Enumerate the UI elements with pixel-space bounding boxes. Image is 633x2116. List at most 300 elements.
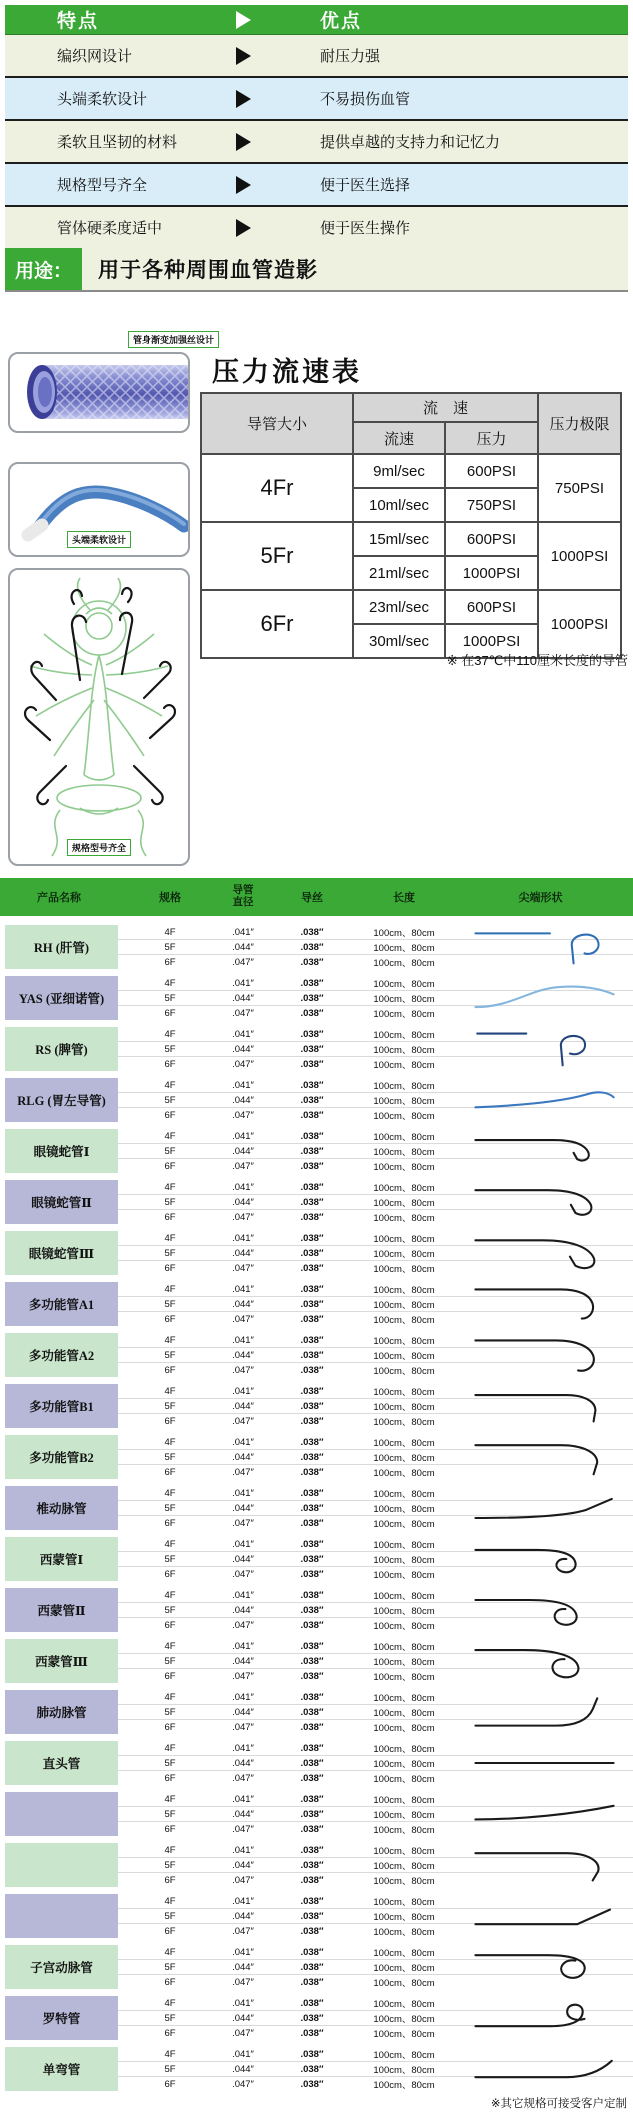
spec-cell: 4F — [164, 1079, 176, 1091]
length-cell: 100cm、80cm — [373, 1249, 435, 1260]
features-table — [5, 5, 628, 250]
length-cell: 100cm、80cm — [373, 1606, 435, 1617]
pressure-cell: 750PSI — [445, 488, 538, 522]
spec-cell: 4F — [164, 1181, 176, 1193]
tip-shape-icon — [462, 1488, 627, 1528]
length-cell: 100cm、80cm — [373, 1351, 435, 1362]
col-product-name: 产品名称 — [37, 892, 81, 904]
pressure-cell: 600PSI — [445, 522, 538, 556]
length-cell: 100cm、80cm — [373, 1978, 435, 1989]
length-cell: 100cm、80cm — [373, 1744, 435, 1755]
guidewire-cell: .038″ — [300, 1415, 324, 1427]
col-spec: 规格 — [159, 892, 181, 904]
spec-cell: 6F — [164, 1313, 176, 1325]
diameter-cell: .041″ — [232, 977, 254, 989]
benefit-text: 便于医生操作 — [320, 220, 411, 237]
guidewire-cell: .038″ — [300, 1670, 324, 1682]
diameter-cell: .047″ — [232, 1568, 254, 1580]
usage-text: 用于各种周围血管造影 — [98, 259, 318, 282]
spec-cell: 6F — [164, 2027, 176, 2039]
spec-cell: 4F — [164, 1283, 176, 1295]
product-band — [0, 1333, 633, 1377]
diameter-cell: .044″ — [232, 1043, 254, 1055]
length-cell: 100cm、80cm — [373, 2014, 435, 2025]
product-band — [0, 1078, 633, 1122]
spec-cell: 4F — [164, 1436, 176, 1448]
diameter-cell: .044″ — [232, 1757, 254, 1769]
tip-shape-icon — [462, 1947, 627, 1987]
feature-text: 管体硬柔度适中 — [57, 220, 163, 237]
spec-cell: 4F — [164, 1334, 176, 1346]
guidewire-cell: .038″ — [300, 926, 324, 938]
diameter-cell: .041″ — [232, 1232, 254, 1244]
length-cell: 100cm、80cm — [373, 1183, 435, 1194]
guidewire-cell: .038″ — [300, 1436, 324, 1448]
length-cell: 100cm、80cm — [373, 943, 435, 954]
guanyin-illustration — [10, 570, 188, 864]
limit-cell: 750PSI — [538, 454, 621, 522]
product-table — [0, 925, 633, 2098]
diameter-cell: .041″ — [232, 1793, 254, 1805]
product-band — [0, 1588, 633, 1632]
diameter-cell: .044″ — [232, 1247, 254, 1259]
size-cell: 5Fr — [201, 522, 353, 590]
product-name: 罗特管 — [5, 1996, 118, 2040]
tip-shape-icon — [462, 1845, 627, 1885]
pressure-note: ※ 在37℃中110厘米长度的导管 — [446, 653, 628, 668]
diameter-cell: .041″ — [232, 1946, 254, 1958]
spec-cell: 5F — [164, 1808, 176, 1820]
product-name: 眼镜蛇管Ⅲ — [5, 1231, 118, 1275]
limit-cell: 1000PSI — [538, 522, 621, 590]
length-cell: 100cm、80cm — [373, 1111, 435, 1122]
usage-badge: 用途： — [5, 248, 82, 290]
guidewire-cell: .038″ — [300, 1211, 324, 1223]
length-cell: 100cm、80cm — [373, 1300, 435, 1311]
diameter-cell: .044″ — [232, 1094, 254, 1106]
length-cell: 100cm、80cm — [373, 1846, 435, 1857]
length-cell: 100cm、80cm — [373, 1009, 435, 1020]
product-table-header — [0, 878, 633, 916]
spec-cell: 5F — [164, 1655, 176, 1667]
diameter-cell: .044″ — [232, 1808, 254, 1820]
spec-cell: 4F — [164, 1640, 176, 1652]
diameter-cell: .041″ — [232, 1487, 254, 1499]
product-band — [0, 976, 633, 1020]
length-cell: 100cm、80cm — [373, 1519, 435, 1530]
diameter-cell: .047″ — [232, 1517, 254, 1529]
length-cell: 100cm、80cm — [373, 1876, 435, 1887]
product-name — [5, 1894, 118, 1938]
spec-cell: 4F — [164, 1691, 176, 1703]
product-band — [0, 925, 633, 969]
feature-row — [5, 207, 628, 250]
product-name: 眼镜蛇管Ⅰ — [5, 1129, 118, 1173]
spec-cell: 5F — [164, 1961, 176, 1973]
length-cell: 100cm、80cm — [373, 1468, 435, 1479]
spec-cell: 6F — [164, 1721, 176, 1733]
spec-cell: 4F — [164, 1232, 176, 1244]
length-cell: 100cm、80cm — [373, 1927, 435, 1938]
arrow-right-icon — [236, 90, 251, 108]
guidewire-cell: .038″ — [300, 1058, 324, 1070]
tip-shape-icon — [462, 1590, 627, 1630]
pressure-table-title: 压力流速表 — [212, 357, 362, 387]
guidewire-cell: .038″ — [300, 1109, 324, 1121]
diameter-cell: .041″ — [232, 1181, 254, 1193]
spec-cell: 6F — [164, 1517, 176, 1529]
spec-cell: 6F — [164, 1466, 176, 1478]
guidewire-cell: .038″ — [300, 1028, 324, 1040]
spec-cell: 6F — [164, 1925, 176, 1937]
product-name: 肺动脉管 — [5, 1690, 118, 1734]
guidewire-cell: .038″ — [300, 1130, 324, 1142]
spec-cell: 6F — [164, 1262, 176, 1274]
product-name: RS (脾管) — [5, 1027, 118, 1071]
guidewire-cell: .038″ — [300, 1925, 324, 1937]
product-band — [0, 1996, 633, 2040]
guidewire-cell: .038″ — [300, 1079, 324, 1091]
product-band — [0, 1843, 633, 1887]
length-cell: 100cm、80cm — [373, 2065, 435, 2076]
guidewire-cell: .038″ — [300, 2027, 324, 2039]
length-cell: 100cm、80cm — [373, 1657, 435, 1668]
product-name — [5, 1843, 118, 1887]
benefit-text: 提供卓越的支持力和记忆力 — [320, 134, 501, 151]
tip-shape-icon — [462, 1794, 627, 1834]
size-cell: 6Fr — [201, 590, 353, 658]
feature-text: 柔软且坚韧的材料 — [57, 134, 178, 151]
length-cell: 100cm、80cm — [373, 1810, 435, 1821]
diameter-cell: .044″ — [232, 1910, 254, 1922]
spec-cell: 5F — [164, 1400, 176, 1412]
diameter-cell: .047″ — [232, 2027, 254, 2039]
length-cell: 100cm、80cm — [373, 1570, 435, 1581]
diameter-cell: .044″ — [232, 1655, 254, 1667]
diameter-cell: .047″ — [232, 1211, 254, 1223]
tip-shape-icon — [462, 1131, 627, 1171]
diameter-cell: .044″ — [232, 1400, 254, 1412]
guidewire-cell: .038″ — [300, 1283, 324, 1295]
spec-cell: 4F — [164, 1589, 176, 1601]
guidewire-cell: .038″ — [300, 1997, 324, 2009]
length-cell: 100cm、80cm — [373, 1387, 435, 1398]
diameter-cell: .044″ — [232, 992, 254, 1004]
product-name: YAS (亚细诺管) — [5, 976, 118, 1020]
pressure-cell: 600PSI — [445, 590, 538, 624]
length-cell: 100cm、80cm — [373, 928, 435, 939]
spec-cell: 6F — [164, 1874, 176, 1886]
flow-cell: 21ml/sec — [353, 556, 445, 590]
tip-shape-icon — [462, 1386, 627, 1426]
length-cell: 100cm、80cm — [373, 1285, 435, 1296]
diameter-cell: .044″ — [232, 1145, 254, 1157]
length-cell: 100cm、80cm — [373, 1366, 435, 1377]
spec-cell: 4F — [164, 1742, 176, 1754]
guidewire-cell: .038″ — [300, 1874, 324, 1886]
feature-text: 编织网设计 — [57, 48, 133, 65]
diameter-cell: .041″ — [232, 1691, 254, 1703]
length-cell: 100cm、80cm — [373, 1234, 435, 1245]
feature-row — [5, 35, 628, 78]
guidewire-cell: .038″ — [300, 1844, 324, 1856]
hdr-limit: 压力极限 — [538, 393, 621, 454]
arrow-right-icon — [236, 133, 251, 151]
guidewire-cell: .038″ — [300, 941, 324, 953]
length-cell: 100cm、80cm — [373, 1045, 435, 1056]
guidewire-cell: .038″ — [300, 1364, 324, 1376]
col-guidewire: 导丝 — [301, 892, 323, 904]
hdr-flow: 流速 — [353, 422, 445, 454]
length-cell: 100cm、80cm — [373, 1912, 435, 1923]
spec-cell: 5F — [164, 1757, 176, 1769]
diameter-cell: .044″ — [232, 1553, 254, 1565]
guidewire-cell: .038″ — [300, 1910, 324, 1922]
diameter-cell: .041″ — [232, 1334, 254, 1346]
guidewire-cell: .038″ — [300, 1349, 324, 1361]
length-cell: 100cm、80cm — [373, 994, 435, 1005]
guidewire-cell: .038″ — [300, 1007, 324, 1019]
image-caption: 头端柔软设计 — [67, 531, 131, 548]
diameter-cell: .047″ — [232, 1772, 254, 1784]
diameter-cell: .047″ — [232, 1262, 254, 1274]
length-cell: 100cm、80cm — [373, 1132, 435, 1143]
product-band — [0, 1129, 633, 1173]
guidewire-cell: .038″ — [300, 1553, 324, 1565]
guidewire-cell: .038″ — [300, 2048, 324, 2060]
benefit-text: 不易损伤血管 — [320, 91, 411, 108]
spec-cell: 4F — [164, 1946, 176, 1958]
guidewire-cell: .038″ — [300, 956, 324, 968]
spec-cell: 6F — [164, 2078, 176, 2090]
product-name: 西蒙管Ⅰ — [5, 1537, 118, 1581]
tip-shape-icon — [462, 2049, 627, 2089]
diameter-cell: .041″ — [232, 1844, 254, 1856]
length-cell: 100cm、80cm — [373, 1555, 435, 1566]
image-caption: 规格型号齐全 — [67, 839, 131, 856]
guidewire-cell: .038″ — [300, 1400, 324, 1412]
length-cell: 100cm、80cm — [373, 1417, 435, 1428]
guidewire-cell: .038″ — [300, 1247, 324, 1259]
diameter-cell: .044″ — [232, 1502, 254, 1514]
custom-note: ※其它规格可接受客户定制 — [490, 2098, 627, 2110]
limit-cell: 1000PSI — [538, 590, 621, 658]
product-band — [0, 1180, 633, 1224]
spec-cell: 4F — [164, 1130, 176, 1142]
guidewire-cell: .038″ — [300, 1466, 324, 1478]
pressure-cell: 1000PSI — [445, 624, 538, 658]
diameter-cell: .047″ — [232, 1058, 254, 1070]
guidewire-cell: .038″ — [300, 1181, 324, 1193]
arrow-right-icon — [236, 176, 251, 194]
spec-cell: 4F — [164, 2048, 176, 2060]
length-cell: 100cm、80cm — [373, 2080, 435, 2091]
length-cell: 100cm、80cm — [373, 1504, 435, 1515]
guidewire-cell: .038″ — [300, 1793, 324, 1805]
length-cell: 100cm、80cm — [373, 2029, 435, 2040]
spec-cell: 5F — [164, 1094, 176, 1106]
flow-cell: 15ml/sec — [353, 522, 445, 556]
spec-cell: 5F — [164, 1298, 176, 1310]
length-cell: 100cm、80cm — [373, 1759, 435, 1770]
spec-cell: 5F — [164, 1502, 176, 1514]
diameter-cell: .044″ — [232, 941, 254, 953]
spec-cell: 6F — [164, 1568, 176, 1580]
length-cell: 100cm、80cm — [373, 1999, 435, 2010]
tip-shape-icon — [462, 1335, 627, 1375]
spec-cell: 5F — [164, 1349, 176, 1361]
guidewire-cell: .038″ — [300, 1517, 324, 1529]
spec-cell: 6F — [164, 1415, 176, 1427]
length-cell: 100cm、80cm — [373, 1336, 435, 1347]
spec-cell: 5F — [164, 1145, 176, 1157]
spec-cell: 4F — [164, 1997, 176, 2009]
product-band — [0, 1894, 633, 1938]
pressure-table — [200, 392, 622, 659]
guidewire-cell: .038″ — [300, 2063, 324, 2075]
length-cell: 100cm、80cm — [373, 1081, 435, 1092]
flow-cell: 9ml/sec — [353, 454, 445, 488]
length-cell: 100cm、80cm — [373, 1540, 435, 1551]
guidewire-cell: .038″ — [300, 1946, 324, 1958]
spec-cell: 5F — [164, 1859, 176, 1871]
tip-shape-icon — [462, 1743, 627, 1783]
spec-cell: 5F — [164, 1706, 176, 1718]
diameter-cell: .044″ — [232, 1349, 254, 1361]
diameter-cell: .047″ — [232, 1670, 254, 1682]
product-band — [0, 1792, 633, 1836]
features-header — [5, 5, 628, 35]
guidewire-cell: .038″ — [300, 1706, 324, 1718]
length-cell: 100cm、80cm — [373, 1213, 435, 1224]
diameter-cell: .041″ — [232, 1028, 254, 1040]
spec-cell: 5F — [164, 1910, 176, 1922]
length-cell: 100cm、80cm — [373, 1198, 435, 1209]
guidewire-cell: .038″ — [300, 1145, 324, 1157]
length-cell: 100cm、80cm — [373, 1825, 435, 1836]
product-name: RLG (胃左导管) — [5, 1078, 118, 1122]
guidewire-cell: .038″ — [300, 1487, 324, 1499]
guidewire-cell: .038″ — [300, 992, 324, 1004]
spec-cell: 6F — [164, 1619, 176, 1631]
guidewire-cell: .038″ — [300, 1772, 324, 1784]
guidewire-cell: .038″ — [300, 1757, 324, 1769]
guidewire-cell: .038″ — [300, 1691, 324, 1703]
diameter-cell: .044″ — [232, 1451, 254, 1463]
length-cell: 100cm、80cm — [373, 1642, 435, 1653]
length-cell: 100cm、80cm — [373, 1672, 435, 1683]
tip-shape-icon — [462, 1029, 627, 1069]
benefit-text: 便于医生选择 — [320, 177, 411, 194]
product-band — [0, 1486, 633, 1530]
length-cell: 100cm、80cm — [373, 1438, 435, 1449]
diameter-cell: .041″ — [232, 1742, 254, 1754]
diameter-cell: .047″ — [232, 1874, 254, 1886]
diameter-cell: .044″ — [232, 2012, 254, 2024]
spec-cell: 5F — [164, 1043, 176, 1055]
length-cell: 100cm、80cm — [373, 979, 435, 990]
spec-cell: 6F — [164, 1058, 176, 1070]
guidewire-cell: .038″ — [300, 1976, 324, 1988]
product-name: 直头管 — [5, 1741, 118, 1785]
spec-cell: 5F — [164, 1196, 176, 1208]
guidewire-cell: .038″ — [300, 1721, 324, 1733]
guidewire-cell: .038″ — [300, 1094, 324, 1106]
product-band — [0, 1435, 633, 1479]
guidewire-cell: .038″ — [300, 1196, 324, 1208]
diameter-cell: .047″ — [232, 1466, 254, 1478]
product-name — [5, 1792, 118, 1836]
braided-tube-image — [8, 352, 190, 433]
diameter-cell: .041″ — [232, 926, 254, 938]
product-band — [0, 1945, 633, 1989]
arrow-right-icon — [236, 11, 251, 29]
guidewire-cell: .038″ — [300, 1160, 324, 1172]
spec-cell: 4F — [164, 1844, 176, 1856]
guidewire-cell: .038″ — [300, 1859, 324, 1871]
benefit-text: 耐压力强 — [320, 48, 381, 65]
diameter-cell: .041″ — [232, 1283, 254, 1295]
diameter-cell: .044″ — [232, 1604, 254, 1616]
flow-cell: 30ml/sec — [353, 624, 445, 658]
product-band — [0, 1384, 633, 1428]
length-cell: 100cm、80cm — [373, 1708, 435, 1719]
hdr-flow-group: 流 速 — [353, 393, 538, 422]
product-name: 西蒙管Ⅱ — [5, 1588, 118, 1632]
guidewire-cell: .038″ — [300, 1895, 324, 1907]
diameter-cell: .044″ — [232, 1298, 254, 1310]
length-cell: 100cm、80cm — [373, 1264, 435, 1275]
tip-shape-icon — [462, 1539, 627, 1579]
product-name: 西蒙管Ⅲ — [5, 1639, 118, 1683]
product-band — [0, 1741, 633, 1785]
spec-cell: 6F — [164, 1772, 176, 1784]
spec-cell: 4F — [164, 1793, 176, 1805]
spec-cell: 4F — [164, 977, 176, 989]
col-diameter: 导管 直径 — [232, 884, 254, 908]
pressure-cell: 1000PSI — [445, 556, 538, 590]
guidewire-cell: .038″ — [300, 1385, 324, 1397]
pressure-cell: 600PSI — [445, 454, 538, 488]
spec-cell: 6F — [164, 1364, 176, 1376]
spec-cell: 6F — [164, 1976, 176, 1988]
diameter-cell: .041″ — [232, 1079, 254, 1091]
diameter-cell: .041″ — [232, 1895, 254, 1907]
guidewire-cell: .038″ — [300, 1298, 324, 1310]
guidewire-cell: .038″ — [300, 1451, 324, 1463]
tip-shape-icon — [462, 1896, 627, 1936]
product-band — [0, 1639, 633, 1683]
spec-cell: 5F — [164, 1247, 176, 1259]
tip-shape-icon — [462, 978, 627, 1018]
col-tip-shape: 尖端形状 — [518, 892, 563, 904]
diameter-cell: .041″ — [232, 1385, 254, 1397]
diameter-cell: .047″ — [232, 1313, 254, 1325]
feature-row — [5, 78, 628, 121]
guidewire-cell: .038″ — [300, 1961, 324, 1973]
guidewire-cell: .038″ — [300, 1262, 324, 1274]
diameter-cell: .041″ — [232, 1640, 254, 1652]
diameter-cell: .047″ — [232, 1823, 254, 1835]
spec-cell: 5F — [164, 992, 176, 1004]
diameter-cell: .047″ — [232, 1976, 254, 1988]
diameter-cell: .047″ — [232, 1619, 254, 1631]
spec-cell: 6F — [164, 1211, 176, 1223]
spec-cell: 5F — [164, 1451, 176, 1463]
length-cell: 100cm、80cm — [373, 958, 435, 969]
spec-cell: 4F — [164, 1538, 176, 1550]
product-band — [0, 2047, 633, 2091]
